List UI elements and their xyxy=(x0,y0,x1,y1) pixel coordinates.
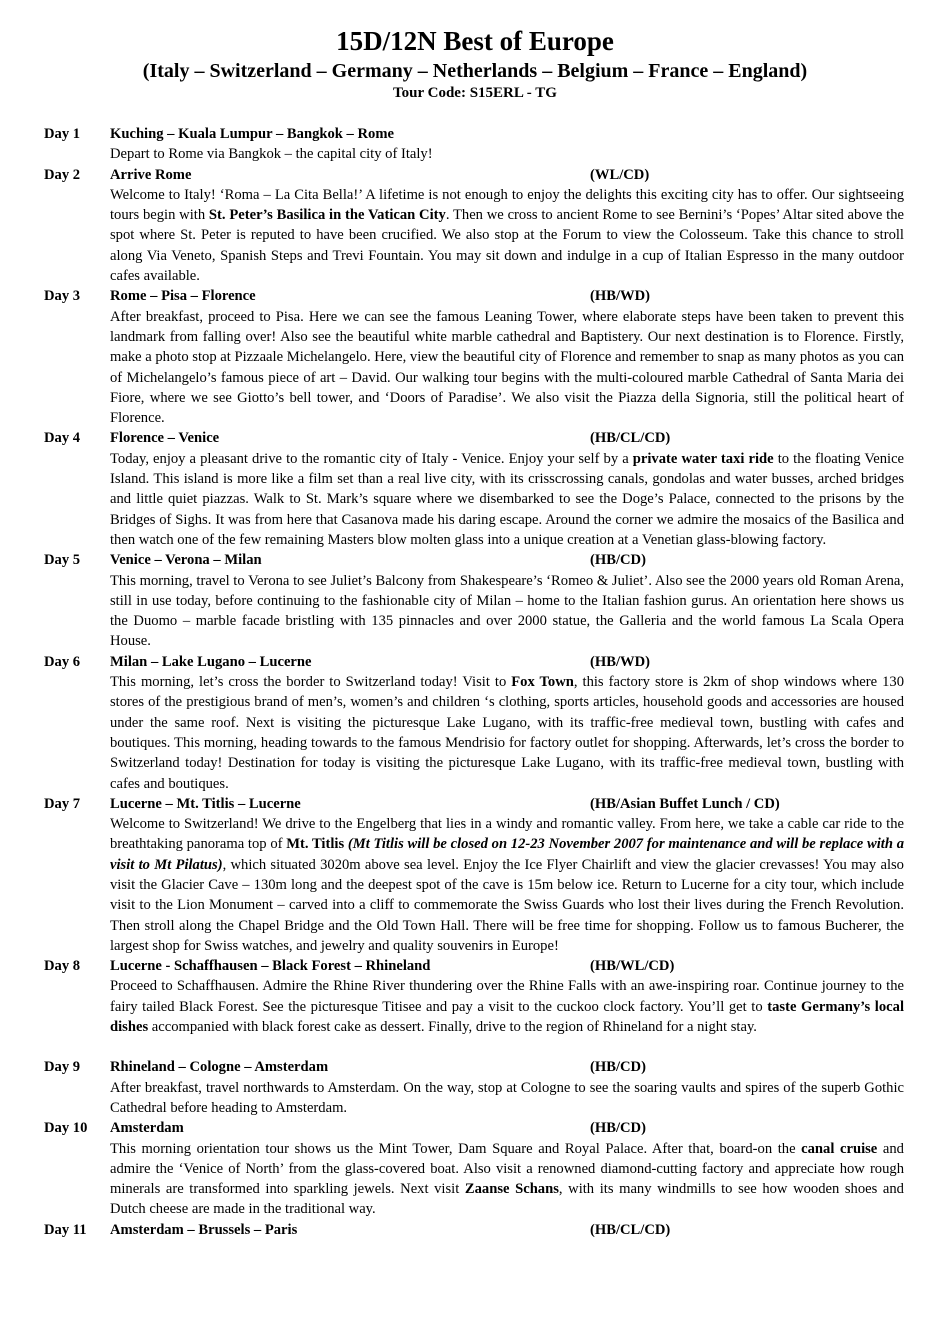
day-body xyxy=(110,794,904,956)
day-meals: (HB/CL/CD) xyxy=(590,430,671,447)
day-label: Day 2 xyxy=(44,166,81,183)
description-text: This morning, travel to Verona to see Juliet’s Balcony from Shakespeare’s ‘Romeo & Juliet’. Also see the 2000 years old Roman Arena, still in use today, before continuing to the fashionable city of Milan – home to the Italian fashion gurus. An orientation here shows us the Duomo – marble facade bristling with 135 pinnacles and over 2000 statue, the Galleria and the world famous La Scala Opera House. xyxy=(110,572,904,650)
day-body xyxy=(110,428,904,550)
day-label: Day 11 xyxy=(44,1221,87,1238)
document-header xyxy=(0,0,950,102)
day-body xyxy=(110,124,904,165)
day-heading xyxy=(110,652,904,672)
description-text: Welcome to Italy! ‘Roma – La Cita Bella!’ A lifetime is not enough to enjoy the delights this exciting city has to offer. Our sightseeing tours begin with xyxy=(110,186,904,224)
day-heading xyxy=(110,550,904,570)
highlight-text: Fox Town xyxy=(511,674,574,691)
day-meals: (HB/WD) xyxy=(590,653,650,670)
description-text: and admire the ‘Venice of North’ from the glass-covered boat. Also visit a renowned diamond-cutting factory and appreciate how rough minerals are transformed into sparkling jewels. Next visit xyxy=(110,1140,904,1198)
day-heading xyxy=(110,794,904,814)
day-body xyxy=(110,1057,904,1118)
day-label: Day 3 xyxy=(44,288,81,305)
day-body xyxy=(110,165,904,287)
day-route: Amsterdam – Brussels – Paris xyxy=(110,1221,298,1238)
description-text: , with its many windmills to see how wooden shoes and Dutch cheese are made in the traditional way. xyxy=(110,1181,904,1218)
day-heading xyxy=(110,286,904,306)
description-text: Depart to Rome via Bangkok – the capital city of Italy! xyxy=(110,146,433,163)
itinerary-day xyxy=(44,652,904,794)
itinerary-day xyxy=(44,428,904,550)
day-meals: (WL/CD) xyxy=(590,166,650,183)
description-text: Today, enjoy a pleasant drive to the romantic city of Italy - Venice. Enjoy your self by a xyxy=(110,450,633,467)
day-meals: (HB/CL/CD) xyxy=(590,1221,671,1238)
day-heading xyxy=(110,1057,904,1077)
day-body xyxy=(110,286,904,428)
itinerary-day xyxy=(44,124,904,165)
day-route: Rome – Pisa – Florence xyxy=(110,288,256,305)
day-meals: (HB/Asian Buffet Lunch / CD) xyxy=(590,795,780,812)
day-heading xyxy=(110,428,904,448)
itinerary-day xyxy=(44,1220,904,1240)
day-body xyxy=(110,1118,904,1219)
day-route: Milan – Lake Lugano – Lucerne xyxy=(110,653,312,670)
itinerary-day xyxy=(44,286,904,428)
day-meals: (HB/WD) xyxy=(590,288,650,305)
day-route: Lucerne - Schaffhausen – Black Forest – Rhineland xyxy=(110,958,431,975)
description-text: This morning orientation tour shows us the Mint Tower, Dam Square and Royal Palace. After that, board-on the xyxy=(110,1140,802,1157)
description-text: to the floating Venice Island. This island is more like a film set than a real live city, with its crisscrossing canals, gondolas and water busses, arched bridges and little quiet piazzas. Walk to St. Mark’s square where we disembarked to see the Doge’s Palace, connected to the prisons by the Bridges of Sighs. It was from here that Casanova made his daring escape. Around the corner we admire the mosaics of the Basilica and then watch one of the few remaining Masters blow molten glass into a unique creation at a Venetian glass-blowing factory. xyxy=(110,450,905,548)
itinerary-day xyxy=(44,550,904,651)
day-description xyxy=(110,449,904,550)
day-meals: (HB/CD) xyxy=(590,552,646,569)
day-route: Lucerne – Mt. Titlis – Lucerne xyxy=(110,795,301,812)
day-route: Kuching – Kuala Lumpur – Bangkok – Rome xyxy=(110,126,394,142)
day-description xyxy=(110,814,904,956)
day-route: Rhineland – Cologne – Amsterdam xyxy=(110,1059,329,1076)
day-label: Day 9 xyxy=(44,1059,81,1076)
tour-code: Tour Code: S15ERL - TG xyxy=(393,85,557,101)
day-heading xyxy=(110,956,904,976)
description-text: Proceed to Schaffhausen. Admire the Rhine River thundering over the Rhine Falls with an awe-inspiring roar. Continue journey to the fairy tailed Black Forest. See the picturesque Titisee and pay a visit to the cuckoo clock factory. You’ll get to xyxy=(110,978,904,1015)
itinerary-day xyxy=(44,1118,904,1219)
day-description xyxy=(110,185,904,286)
day-route: Arrive Rome xyxy=(110,166,192,183)
day-heading xyxy=(110,124,904,144)
day-label: Day 10 xyxy=(44,1120,88,1137)
description-text: . Then we cross to ancient Rome to see Bernini’s ‘Popes’ Altar sited above the spot where St. Peter is reputed to have been crucified. We also stop at the Forum to view the Colosseum. Take this chance to stroll along Via Veneto, Spanish Steps and Trevi Fountain. You may sit down and indulge in a cup of Italian Espresso in the many outdoor cafes available. xyxy=(110,207,904,285)
day-body xyxy=(110,1220,904,1240)
day-description xyxy=(110,307,904,429)
description-text: Welcome to Switzerland! We drive to the Engelberg that lies in a windy and romantic valley. From here, we take a cable car ride to the breathtaking panorama top of xyxy=(110,816,904,853)
day-route: Venice – Verona – Milan xyxy=(110,552,262,569)
day-description xyxy=(110,1139,904,1220)
day-route: Amsterdam xyxy=(110,1120,184,1137)
day-heading xyxy=(110,1220,904,1240)
day-meals: (HB/CD) xyxy=(590,1120,646,1137)
description-text: , this factory store is 2km of shop windows where 130 stores of the prestigious brand of men’s, women’s and children ‘s clothing, sports articles, household goods and accessories are housed under the same roof. Next is visiting the picturesque Lake Lugano, with its traffic-free medieval town, bustling with cafes and boutiques. This morning, heading towards to the famous Mendrisio for factory outlet for shopping. Afterwards, let’s cross the border to Switzerland today! Destination for today is visiting the picturesque Lake Lugano, with its traffic-free medieval town, bustling with cafes and boutiques. xyxy=(110,674,904,792)
day-body xyxy=(110,956,904,1037)
day-meals: (HB/WL/CD) xyxy=(590,958,675,975)
day-route: Florence – Venice xyxy=(110,430,220,447)
highlight-text: canal cruise xyxy=(801,1140,878,1157)
day-label: Day 6 xyxy=(44,653,81,670)
highlight-text: taste Germany’s local dishes xyxy=(110,998,904,1036)
itinerary xyxy=(44,124,904,1240)
highlight-text: private water taxi ride xyxy=(632,450,774,467)
description-text: This morning, let’s cross the border to Switzerland today! Visit to xyxy=(110,674,512,691)
highlight-text: (Mt Titlis will be closed on 12-23 November 2007 for maintenance and will be replace with a visit to Mt Pilatus) xyxy=(110,836,904,873)
day-label: Day 5 xyxy=(44,552,81,569)
highlight-text: St. Peter’s Basilica in the Vatican City xyxy=(208,207,446,224)
day-label: Day 1 xyxy=(44,126,81,142)
day-body xyxy=(110,550,904,651)
day-heading xyxy=(110,1118,904,1138)
day-description xyxy=(110,1078,904,1119)
day-heading xyxy=(110,165,904,185)
itinerary-day xyxy=(44,956,904,1037)
description-text: After breakfast, proceed to Pisa. Here we can see the famous Leaning Tower, where elaborate steps have been taken to prevent this landmark from falling over! Also see the beautiful white marble cathedral and Baptistery. Our next destination is to Florence. Firstly, make a photo stop at Pizzaale Michelangelo. Here, view the beautiful city of Florence and remember to snap as many photos as you can of Michelangelo’s famous piece of art – David. Our walking tour begins with the multi-coloured marble Cathedral of Santa Maria dei Fiore, where we see Giotto’s bell tower, and ‘Doors of Paradise’. We also visit the Piazza della Signoria, still the political heart of Florence. xyxy=(110,308,904,427)
day-description xyxy=(110,144,904,164)
day-description xyxy=(110,571,904,652)
tour-title: 15D/12N Best of Europe xyxy=(336,26,614,56)
tour-countries: (Italy – Switzerland – Germany – Netherlands – Belgium – France – England) xyxy=(142,60,808,82)
day-meals: (HB/CD) xyxy=(590,1059,646,1076)
highlight-text: Zaanse Schans xyxy=(464,1181,559,1198)
highlight-text: Mt. Titlis xyxy=(286,836,345,853)
description-text: , which situated 3020m above sea level. Enjoy the Ice Flyer Chairlift and view the glacier crevasses! You may also visit the Glacier Cave – 130m long and the deepest spot of the cave is 15m below ice. Return to Lucerne for a city tour, which include visit to the Lion Monument – carved into a cliff to commemorate the Swiss Guards who lost their lives during the French Revolution. Then stroll along the Chapel Bridge and the Old Town Hall. There will be free time for shopping. Follow us to famous Bucherer, the largest shop for Swiss watches, and jewelry and quality souvenirs in Europe! xyxy=(110,856,904,954)
day-description xyxy=(110,672,904,794)
day-body xyxy=(110,652,904,794)
day-label: Day 8 xyxy=(44,958,81,975)
day-description xyxy=(110,976,904,1037)
spacer xyxy=(44,1037,904,1057)
day-label: Day 4 xyxy=(44,430,81,447)
itinerary-day xyxy=(44,1057,904,1118)
description-text: After breakfast, travel northwards to Amsterdam. On the way, stop at Cologne to see the soaring vaults and spires of the superb Gothic Cathedral before heading to Amsterdam. xyxy=(110,1079,904,1116)
itinerary-day xyxy=(44,165,904,287)
day-label: Day 7 xyxy=(44,795,81,812)
description-text: accompanied with black forest cake as dessert. Finally, drive to the region of Rhineland for a night stay. xyxy=(148,1019,757,1036)
itinerary-day xyxy=(44,794,904,956)
